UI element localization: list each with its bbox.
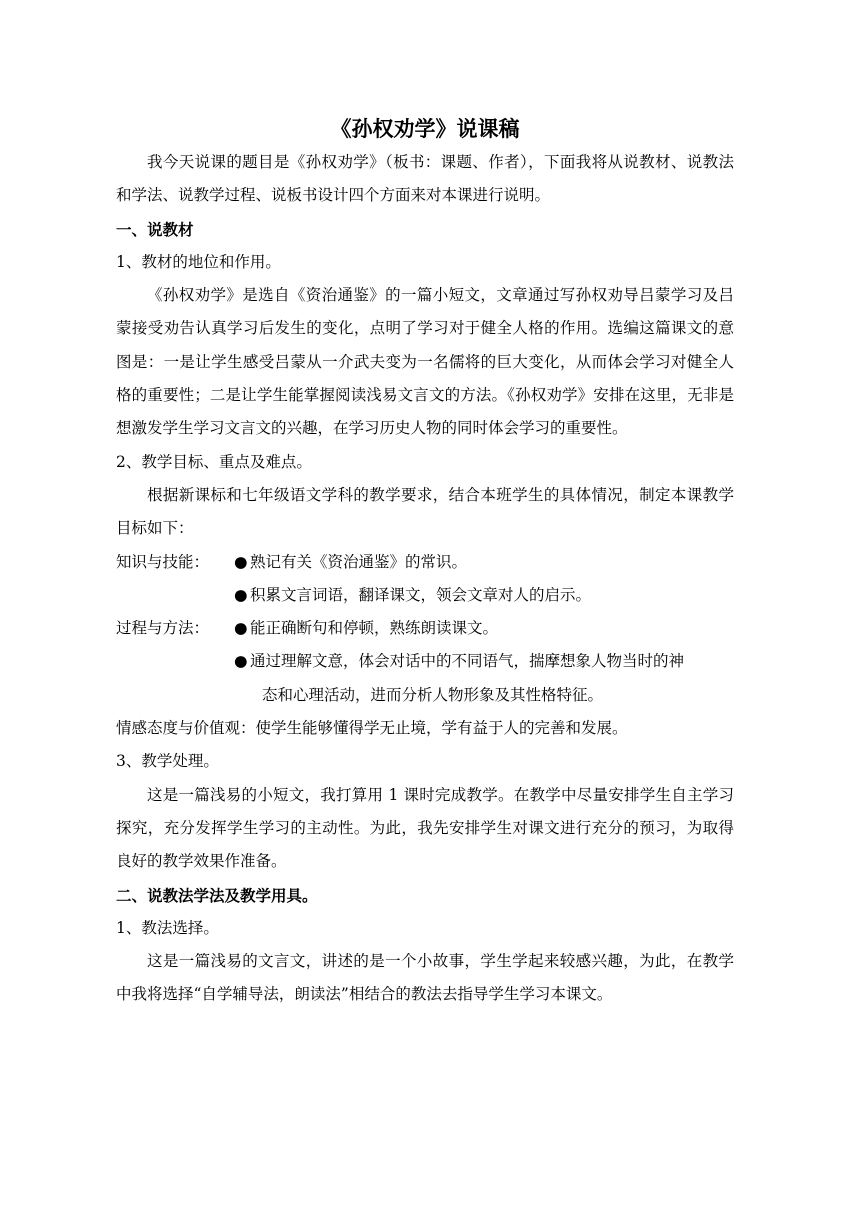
- bullet-icon: ●: [234, 652, 248, 671]
- goal-knowledge-row-2: [116, 579, 734, 612]
- goal-process-item: 能正确断句和停顿，熟练朗读课文。: [250, 619, 499, 638]
- goal-process-item-line-2: 态和心理活动，进而分析人物形象及其性格特征。: [262, 685, 604, 704]
- goal-knowledge-item: 熟记有关《资治通鉴》的常识。: [250, 552, 468, 571]
- subheading-teaching-goals: 2、教学目标、重点及难点。: [116, 452, 312, 471]
- bullet-icon: ●: [234, 552, 248, 571]
- paragraph-method-choice: 这是一篇浅易的文言文，讲述的是一个小故事，学生学起来较感兴趣，为此，在教学中我将选择“自学辅导法，朗读法”相结合的教法去指导学生学习本课文。: [116, 952, 734, 1004]
- paragraph-teaching-goals: 根据新课标和七年级语文学科的教学要求，结合本班学生的具体情况，制定本课教学目标如下：: [116, 485, 734, 538]
- goal-label-spacer: [116, 579, 234, 612]
- bullet-icon: ●: [234, 585, 248, 604]
- goal-process-label: 过程与方法：: [116, 619, 210, 638]
- goal-process-item-line-1: 通过理解文意，体会对话中的不同语气，揣摩想象人物当时的神: [250, 652, 685, 671]
- goal-knowledge-row-1: [116, 546, 734, 579]
- document-title: 《孙权劝学》说课稿: [330, 116, 520, 141]
- bullet-icon: ●: [234, 619, 248, 638]
- intro-paragraph: 我今天说课的题目是《孙权劝学》（板书：课题、作者），下面我将从说教材、说教法和学法、说教学过程、说板书设计四个方面来对本课进行说明。: [116, 153, 734, 205]
- section-heading-methods: 二、说教法学法及教学用具。: [116, 885, 318, 905]
- subheading-teaching-handling: 3、教学处理。: [116, 752, 219, 771]
- goal-process-row-1: [116, 612, 734, 645]
- paragraph-material-role: 《孙权劝学》是选自《资治通鉴》的一篇小短文，文章通过写孙权劝导吕蒙学习及吕蒙接受劝告认真学习后发生的变化，点明了学习对于健全人格的作用。选编这篇课文的意图是：一是让学生感受吕蒙从一介武夫变为一名儒将的巨大变化，从而体会学习对健全人格的重要性；二是让学生能掌握阅读浅易文言文的方法。《孙权劝学》安排在这里，无非是想激发学生学习文言文的兴趣，在学习历史人物的同时体会学习的重要性。: [116, 286, 734, 438]
- goal-process-item-multiline: [250, 645, 734, 712]
- goal-process-row-2: [116, 645, 734, 712]
- goal-label-spacer: [116, 645, 234, 712]
- paragraph-teaching-handling: 这是一篇浅易的小短文，我打算用 1 课时完成教学。在教学中尽量安排学生自主学习探究，充分发挥学生学习的主动性。为此，我先安排学生对课文进行充分的预习，为取得良好的教学效果作准备。: [116, 785, 734, 871]
- section-heading-teaching-material: 一、说教材: [116, 219, 194, 239]
- goal-knowledge-item: 积累文言词语，翻译课文，领会文章对人的启示。: [250, 585, 592, 604]
- subheading-method-choice: 1、教法选择。: [116, 918, 219, 937]
- goal-knowledge-label: 知识与技能：: [116, 552, 210, 571]
- document-page: [116, 112, 734, 1012]
- subheading-material-role: 1、教材的地位和作用。: [116, 252, 281, 271]
- goal-emotion: 情感态度与价值观：使学生能够懂得学无止境，学有益于人的完善和发展。: [116, 719, 628, 738]
